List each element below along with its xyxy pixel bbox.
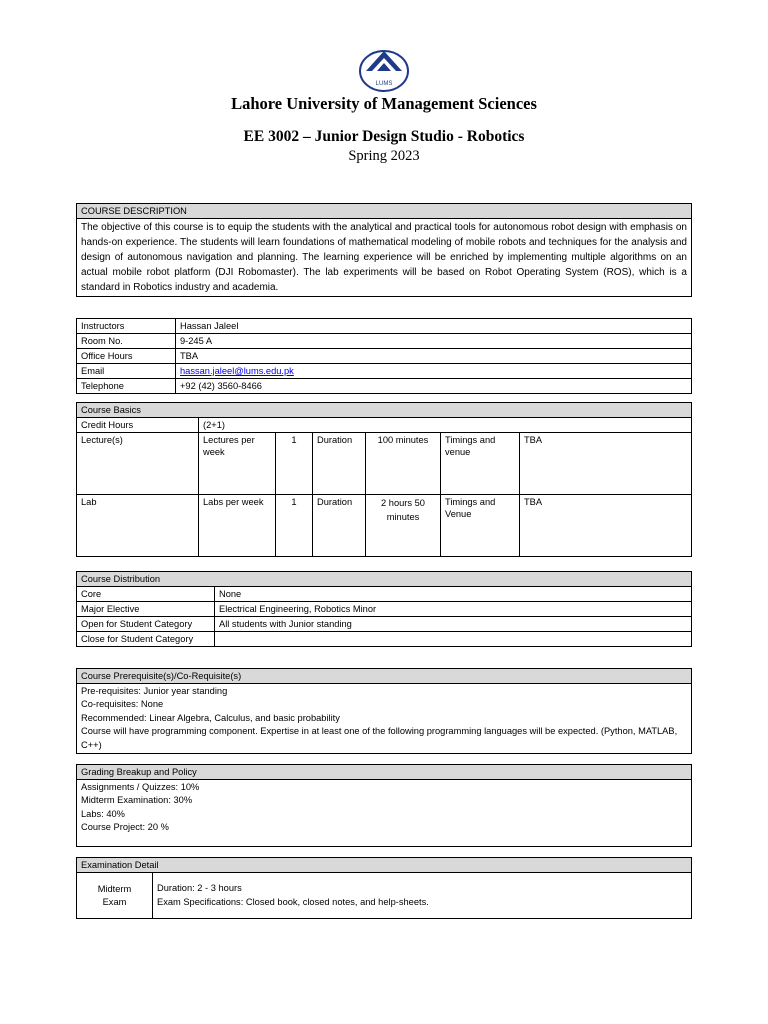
table-row	[77, 379, 692, 394]
core-label: Core	[77, 587, 215, 602]
lab-timings-label: Timings and Venue	[441, 495, 520, 557]
credit-hours-value: (2+1)	[199, 418, 692, 433]
grading-line: Labs: 40%	[81, 808, 125, 819]
instructors-label: Instructors	[77, 319, 176, 334]
corequisite-line: Co-requisites: None	[81, 699, 164, 710]
office-hours-label: Office Hours	[77, 349, 176, 364]
examination-table	[76, 857, 692, 919]
instructors-value: Hassan Jaleel	[176, 319, 692, 334]
prerequisites-content	[77, 684, 692, 754]
course-title: EE 3002 – Junior Design Studio - Robotics	[243, 128, 525, 145]
major-elective-label: Major Elective	[77, 602, 215, 617]
labs-per-week-label: Labs per week	[199, 495, 276, 557]
table-row	[77, 349, 692, 364]
prerequisites-heading: Course Prerequisite(s)/Co-Requisite(s)	[77, 669, 692, 684]
lecture-duration-value: 100 minutes	[366, 433, 441, 495]
logo-text: LUMS	[375, 81, 393, 87]
email-label: Email	[77, 364, 176, 379]
table-row	[77, 495, 692, 557]
course-description-table	[76, 203, 692, 297]
course-description-heading: COURSE DESCRIPTION	[77, 204, 692, 219]
close-category-label: Close for Student Category	[77, 632, 215, 647]
core-value: None	[215, 587, 692, 602]
grading-content	[77, 780, 692, 847]
exam-specs-line: Exam Specifications: Closed book, closed notes, and help-sheets.	[157, 896, 429, 907]
examination-heading: Examination Detail	[77, 858, 692, 873]
grading-line: Midterm Examination: 30%	[81, 795, 193, 806]
grading-heading: Grading Breakup and Policy	[77, 765, 692, 780]
lecture-timings-label: Timings and venue	[441, 433, 520, 495]
table-row	[77, 334, 692, 349]
telephone-value: +92 (42) 3560-8466	[176, 379, 692, 394]
university-name: Lahore University of Management Sciences	[231, 94, 537, 113]
course-term: Spring 2023	[348, 148, 420, 164]
lecture-duration-label: Duration	[313, 433, 366, 495]
midterm-exam-label: Midterm Exam	[77, 873, 153, 919]
table-row	[77, 632, 692, 647]
course-distribution-heading: Course Distribution	[77, 572, 692, 587]
course-basics-heading: Course Basics	[77, 403, 692, 418]
lectures-per-week-label: Lectures per week	[199, 433, 276, 495]
lab-timings-value: TBA	[520, 495, 692, 557]
prerequisite-line: Pre-requisites: Junior year standing	[81, 686, 228, 696]
close-category-value	[215, 632, 692, 647]
course-basics-table	[76, 402, 692, 557]
exam-duration-line: Duration: 2 - 3 hours	[157, 883, 242, 894]
open-category-label: Open for Student Category	[77, 617, 215, 632]
table-row	[77, 602, 692, 617]
lectures-per-week-value: 1	[276, 433, 313, 495]
table-row	[77, 418, 692, 433]
telephone-label: Telephone	[77, 379, 176, 394]
lums-logo	[357, 44, 411, 94]
labs-per-week-value: 1	[276, 495, 313, 557]
examination-content	[153, 873, 692, 919]
lecture-timings-value: TBA	[520, 433, 692, 495]
grading-line: Course Project: 20 %	[81, 822, 169, 833]
course-description-text: The objective of this course is to equip the students with the analytical and practical tools for autonomous robot design with emphasis on hands-on experience. The students will learn foundations of mathematical modeling of mobile robots and techniques for the analysis and design of autonomous navigation and planning. The learning experience will be enriched by implementing multiple algorithms on an actual mobile robot platform (DJI Robomaster). The lab experiments will be based on Robot Operating System (ROS), which is a standard in Robotics industry and academia.	[77, 219, 692, 297]
instructor-table	[76, 318, 692, 394]
lab-duration-value: 2 hours 50 minutes	[366, 495, 441, 557]
email-link[interactable]: hassan.jaleel@lums.edu.pk	[180, 366, 294, 376]
grading-line: Assignments / Quizzes: 10%	[81, 782, 200, 792]
grading-table	[76, 764, 692, 847]
table-row	[77, 319, 692, 334]
lab-label: Lab	[77, 495, 199, 557]
office-hours-value: TBA	[176, 349, 692, 364]
table-row	[77, 433, 692, 495]
prerequisites-table	[76, 668, 692, 754]
lab-duration-label: Duration	[313, 495, 366, 557]
table-row	[77, 617, 692, 632]
room-value: 9-245 A	[176, 334, 692, 349]
recommended-line: Recommended: Linear Algebra, Calculus, and basic probability	[81, 712, 340, 723]
course-distribution-table	[76, 571, 692, 647]
table-row	[77, 587, 692, 602]
room-label: Room No.	[77, 334, 176, 349]
programming-line: Course will have programming component. Expertise in at least one of the following programming languages will be expected. (Python, MATLAB, C++)	[81, 726, 678, 750]
lecture-label: Lecture(s)	[77, 433, 199, 495]
table-row	[77, 364, 692, 379]
major-elective-value: Electrical Engineering, Robotics Minor	[215, 602, 692, 617]
credit-hours-label: Credit Hours	[77, 418, 199, 433]
open-category-value: All students with Junior standing	[215, 617, 692, 632]
